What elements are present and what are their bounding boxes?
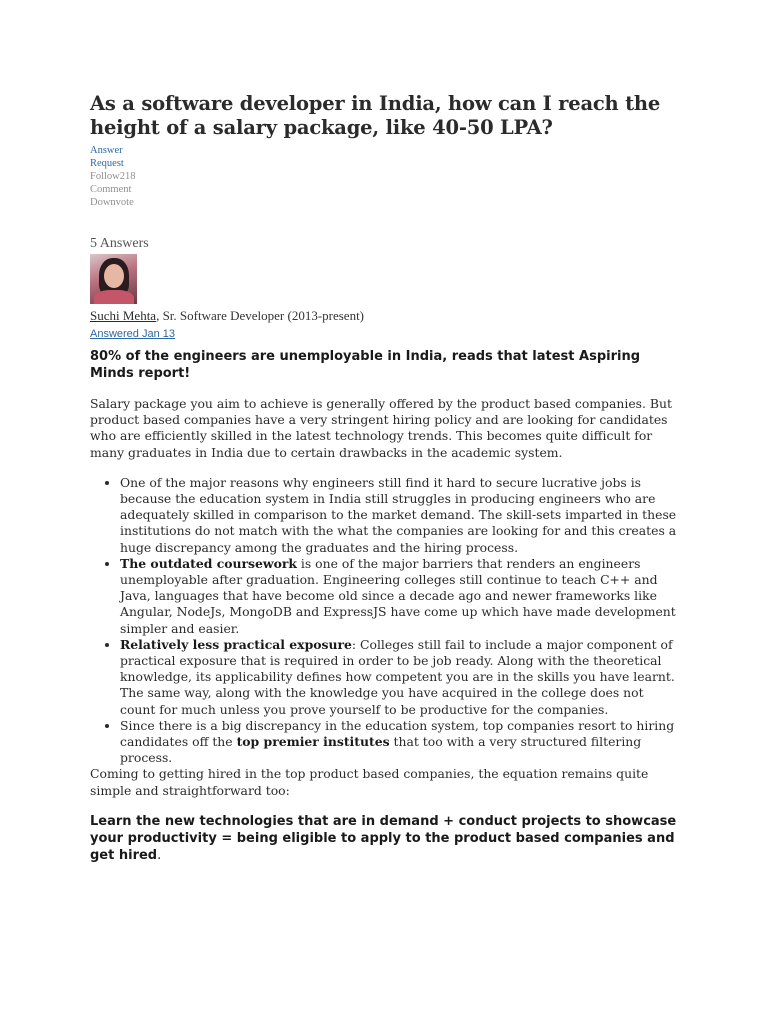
answers-count: 5 Answers [90, 236, 149, 251]
follow-count: 218 [119, 171, 136, 182]
bullet-bold: top premier institutes [236, 734, 390, 750]
bullet-text: Since there is a big discrepancy in the education system, top companies resort to hiring candidates off the [120, 717, 675, 750]
avatar-body [94, 290, 134, 304]
answer-link[interactable]: Answer [90, 145, 123, 156]
bullet-item [120, 718, 680, 767]
closing-tail: . [157, 847, 162, 863]
author-avatar[interactable] [90, 254, 137, 304]
bullet-text: that too with a very structured filtering process. [120, 734, 642, 766]
bullet-item [120, 475, 680, 556]
bullet-bold: The outdated coursework [120, 555, 297, 571]
bullet-text: is one of the major barriers that renders an engineers unemployable after graduation. Engineering colleges still continue to teach C++ and Java, languages that have become old since a decade ago and newer frameworks like Angular, NodeJs, MongoDB and ExpressJS have come up which have made development simpler and easier. [120, 555, 676, 636]
question-title: As a software developer in India, how can I reach the height of a salary package, like 40-50 LPA? [90, 92, 661, 139]
answer-intro: Salary package you aim to achieve is generally offered by the product based companies. But product based companies have a very stringent hiring policy and are looking for candidates who are efficiently skilled in the latest technology trends. This becomes quite difficult for many graduates in India due to certain drawbacks in the academic system. [90, 396, 672, 460]
bullet-item [120, 556, 680, 637]
answer-lead: 80% of the engineers are unemployable in India, reads that latest Aspiring Minds report! [90, 349, 641, 381]
question-page [90, 92, 680, 864]
author-line [90, 308, 680, 324]
request-link[interactable]: Request [90, 158, 124, 169]
author-credential: , Sr. Software Developer (2013-present) [156, 308, 365, 323]
question-actions [90, 144, 680, 209]
closing-bold: Learn the new technologies that are in demand + conduct projects to showcase your productivity = being eligible to apply to the product based companies and get hired [90, 813, 677, 863]
answer-closing [90, 813, 680, 864]
author-name-link[interactable]: Suchi Mehta [90, 308, 157, 323]
answer-bullet-list [90, 475, 680, 767]
downvote-button[interactable]: Downvote [90, 197, 134, 208]
comment-button[interactable]: Comment [90, 184, 132, 195]
bullet-item [120, 637, 680, 718]
follow-label: Follow [90, 171, 120, 182]
answered-date-link[interactable]: Answered Jan 13 [90, 328, 175, 340]
avatar-face [104, 264, 124, 288]
answer-outro: Coming to getting hired in the top product based companies, the equation remains quite simple and straightforward too: [90, 766, 649, 798]
bullet-bold: Relatively less practical exposure [120, 636, 352, 652]
follow-button[interactable] [90, 170, 680, 183]
bullet-text: : Colleges still fail to include a major component of practical exposure that is required in order to be job ready. Along with the theoretical knowledge, its applicability defines how competent you are in the skills you have learnt. The same way, along with the knowledge you have acquired in the college does not count for much unless you prove yourself to be productive for the companies. [120, 636, 675, 717]
bullet-text: One of the major reasons why engineers still find it hard to secure lucrative jobs is because the education system in India still struggles in producing engineers who are adequately skilled in comparison to the market demand. The skill-sets imparted in these institutions do not match with the what the companies are looking for and this creates a huge discrepancy among the graduates and the hiring process. [120, 474, 677, 555]
